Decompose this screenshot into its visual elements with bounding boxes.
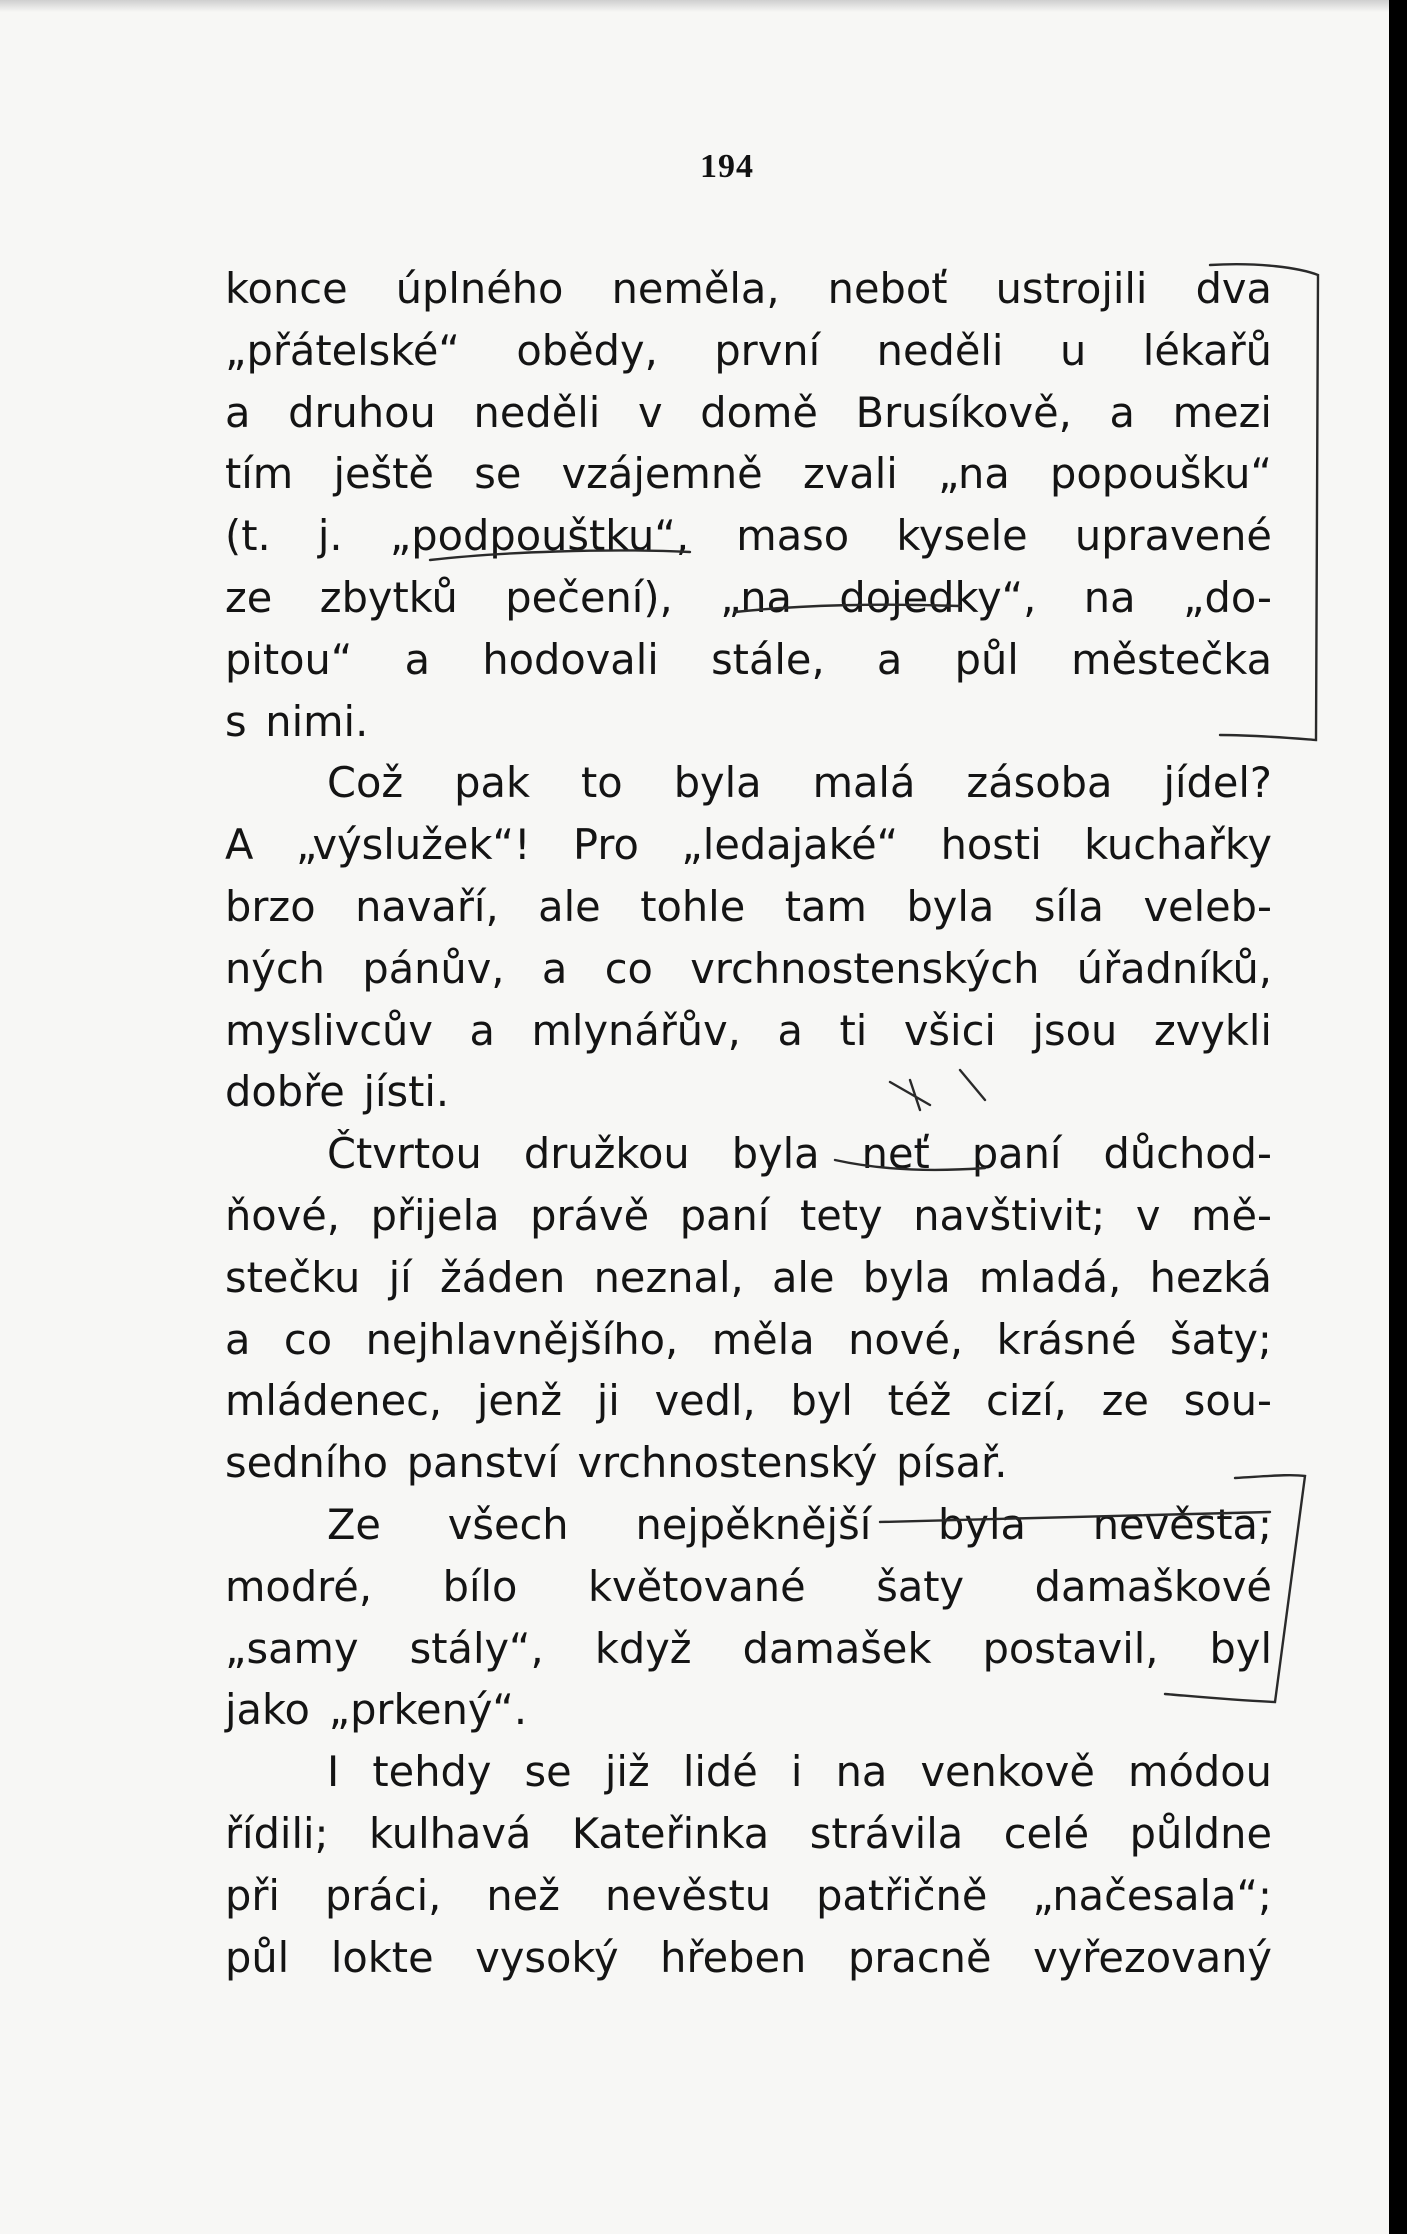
page-top-edge [0, 0, 1407, 12]
text-line: brzo navaří, ale tohle tam byla síla veleb- [225, 881, 1272, 931]
text-line: (t. j. „podpouštku“, maso kysele upravené [225, 511, 1272, 561]
text-line: A „výslužek“! Pro „ledajaké“ hosti kuchařky [225, 820, 1272, 870]
text-line: Což pak to byla malá zásoba jídel? [327, 758, 1272, 808]
text-line: Ze všech nejpěknější byla nevěsta; [327, 1499, 1272, 1549]
text-line: I tehdy se již lidé i na venkově módou [327, 1747, 1272, 1797]
text-line: půl lokte vysoký hřeben pracně vyřezovaný [225, 1932, 1272, 1982]
text-line: myslivcův a mlynářův, a ti všici jsou zvykli [225, 1005, 1272, 1055]
text-line: sedního panství vrchnostenský písař. [225, 1438, 1008, 1488]
text-line: „přátelské“ obědy, první neděli u lékařů [225, 325, 1272, 375]
text-line: tím ještě se vzájemně zvali „na popoušku“ [225, 449, 1272, 499]
text-line: řídili; kulhavá Kateřinka strávila celé půldne [225, 1808, 1272, 1858]
text-line: ze zbytků pečení), „na dojedky“, na „do- [225, 572, 1272, 622]
text-line: Čtvrtou družkou byla neť paní důchod- [327, 1129, 1272, 1179]
text-line: ňové, přijela právě paní tety navštivit; v mě- [225, 1190, 1272, 1240]
page-number: 194 [700, 148, 754, 185]
text-line: a druhou neděli v domě Brusíkově, a mezi [225, 387, 1272, 437]
text-line: ných pánův, a co vrchnostenských úřadníků, [225, 943, 1272, 993]
text-line: konce úplného neměla, neboť ustrojili dva [225, 264, 1272, 313]
text-line: dobře jísti. [225, 1067, 450, 1117]
text-line: jako „prkený“. [225, 1685, 528, 1735]
text-line: pitou“ a hodovali stále, a půl městečka [225, 634, 1272, 684]
scan-border [1389, 0, 1407, 2234]
text-line: „samy stály“, když damašek postavil, byl [225, 1623, 1272, 1673]
text-line: modré, bílo květované šaty damaškové [225, 1561, 1272, 1611]
text-line: s nimi. [225, 696, 369, 746]
text-line: při práci, než nevěstu patřičně „načesala“; [225, 1870, 1272, 1920]
text-line: mládenec, jenž ji vedl, byl též cizí, ze sou- [225, 1376, 1272, 1426]
body-text [225, 258, 1272, 1988]
text-line: a co nejhlavnějšího, měla nové, krásné šaty; [225, 1314, 1272, 1364]
text-line: stečku jí žáden neznal, ale byla mladá, hezká [225, 1252, 1272, 1302]
